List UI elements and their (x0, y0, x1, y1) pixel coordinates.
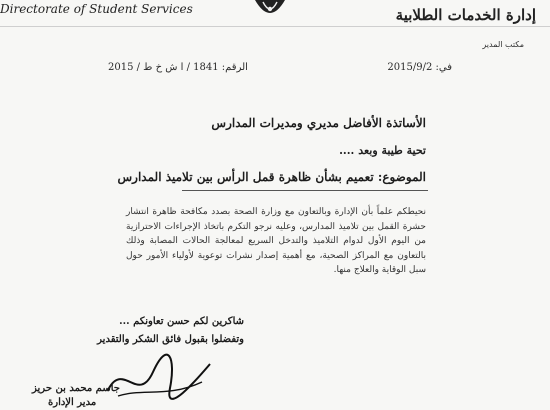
subject-underline (182, 190, 428, 191)
letter-body (126, 205, 426, 278)
reference-number: الرقم: 1841 / ا ش خ ط / 2015 (108, 62, 248, 73)
signature-icon (98, 350, 218, 410)
letter-date: في: 2015/9/2 (387, 62, 452, 73)
subject-line: الموضوع: تعميم بشأن ظاهرة قمل الرأس بين تلاميذ المدارس (117, 170, 426, 184)
header-divider (0, 26, 550, 27)
signer-name: جاسم محمد بن حريز (32, 383, 120, 394)
addressee: الأساتذة الأفاضل مديري ومديرات المدارس (211, 116, 426, 130)
thanks-line: شاكرين لكم حسن تعاونكم ... (119, 316, 244, 327)
body-paragraph: نحيطكم علماً بأن الإدارة وبالتعاون مع وزارة الصحة بصدد مكافحة ظاهرة انتشار حشرة القمل بين تلاميذ المدارس، وعليه نرجو التكرم باتخاذ الإجراءات الاحترازية من اليوم الأول لدوام التلاميذ والتدخل السريع لمعالجة الحالات المصابة وذلك بالتعاون مع المراكز الصحية، مع أهمية إصدار نشرات توعوية لأولياء الأمور حول سبل الوقاية والعلاج منها. (126, 207, 426, 275)
office-label: مكتب المدير (482, 40, 524, 49)
signer-title: مدير الإدارة (48, 397, 97, 408)
emblem-icon (235, 0, 305, 24)
header-org-en: Directorate of Student Services (0, 2, 193, 16)
header-org-ar: إدارة الخدمات الطلابية (395, 6, 536, 24)
closing-line: وتفضلوا بقبول فائق الشكر والتقدير (97, 334, 244, 345)
greeting: تحية طيبة وبعد .... (339, 144, 426, 157)
